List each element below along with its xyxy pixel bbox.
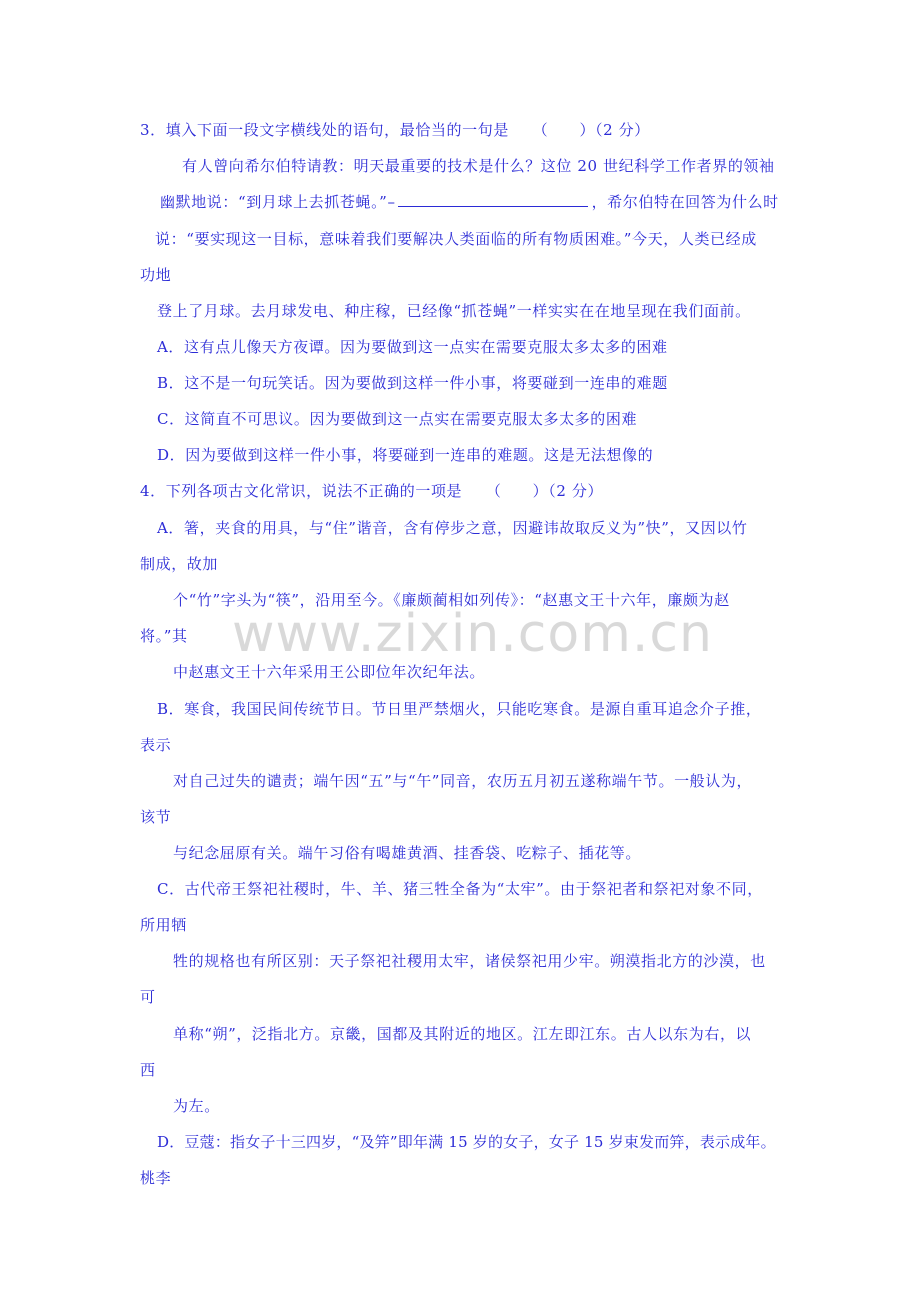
q3-option-a: A．这有点儿像天方夜谭。因为要做到这一点实在需要克服太多太多的困难 (157, 338, 668, 356)
q4-option-c-line-2: 所用牺 (140, 916, 187, 934)
q4-option-c-line-7: 为左。 (173, 1097, 220, 1115)
q4-option-d-line-2: 桃李 (140, 1169, 172, 1187)
q4-option-c-line-3: 牲的规格也有所区别：天子祭祀社稷用太牢，诸侯祭祀用少牢。朔漠指北方的沙漠，也 (173, 952, 766, 970)
q3-answer-blank (398, 192, 588, 207)
watermark: www.zixin.com.cn (232, 604, 713, 664)
q4-option-a-line-2: 制成，故加 (140, 555, 219, 573)
q4-option-d-line-1: D．豆蔻：指女子十三四岁，“及笄”即年满 15 岁的女子，女子 15 岁束发而笄，表示成年。 (157, 1133, 776, 1151)
q4-option-c-line-4: 可 (140, 988, 156, 1006)
q4-option-b-line-4: 该节 (140, 808, 172, 826)
q4-option-b-line-5: 与纪念屈原有关。端午习俗有喝雄黄酒、挂香袋、吃粽子、插花等。 (173, 844, 642, 862)
q4-option-c-line-5: 单称“朔”，泛指北方。京畿，国都及其附近的地区。江左即江东。古人以东为右，以 (173, 1025, 752, 1043)
q4-option-b-line-3: 对自己过失的谴责；端午因“五”与“午”同音，农历五月初五遂称端午节。一般认为， (173, 772, 753, 790)
q3-blank-dash: – (387, 193, 396, 211)
q3-passage-line-1: 有人曾向希尔伯特请教：明天最重要的技术是什么？这位 20 世纪科学工作者界的领袖 (182, 157, 775, 175)
q4-option-a-line-1: A．箸，夹食的用具，与“住”谐音，含有停步之意，因避讳故取反义为”快”，又因以竹 (157, 519, 748, 537)
q4-stem: 4．下列各项古文化常识，说法不正确的一项是 （ ）（2 分） (140, 482, 604, 500)
q4-option-b-line-1: B．寒食，我国民间传统节日。节日里严禁烟火，只能吃寒食。是源自重耳追念介子推， (157, 700, 762, 718)
q4-option-c-line-1: C．古代帝王祭祀社稷时，牛、羊、猪三牲全备为“太牢”。由于祭祀者和祭祀对象不同， (157, 880, 763, 898)
q4-option-a-line-5: 中赵惠文王十六年采用王公即位年次纪年法。 (173, 663, 486, 681)
q3-option-c: C．这简直不可思议。因为要做到这一点实在需要克服太多太多的困难 (157, 410, 638, 428)
q3-passage-line-3: 说：“要实现这一目标，意味着我们要解决人类面临的所有物质困难。”今天，人类已经成 (155, 230, 757, 248)
q3-passage-line-5: 登上了月球。去月球发电、种庄稼，已经像“抓苍蝇”一样实实在在地呈现在我们面前。 (157, 302, 751, 320)
q3-passage-line-2-end: ，希尔伯特在回答为什么时 (591, 193, 779, 211)
q4-option-a-line-4: 将。”其 (140, 627, 188, 645)
q4-option-c-line-6: 西 (140, 1061, 156, 1079)
q4-option-b-line-2: 表示 (140, 736, 172, 754)
q3-option-b: B．这不是一句玩笑话。因为要做到这样一件小事，将要碰到一连串的难题 (157, 374, 668, 392)
q3-option-d: D．因为要做到这样一件小事，将要碰到一连串的难题。这是无法想像的 (157, 446, 654, 464)
q3-passage-line-2 (160, 192, 779, 212)
q3-passage-line-4: 功地 (140, 266, 172, 284)
q3-stem: 3．填入下面一段文字横线处的语句，最恰当的一句是 （ ）（2 分） (140, 121, 650, 139)
q4-option-a-line-3: 个“竹”字头为“筷”，沿用至今。《廉颇蔺相如列传》：“赵惠文王十六年，廉颇为赵 (173, 591, 730, 609)
q3-passage-line-2-start: 幽默地说：“到月球上去抓苍蝇。” (160, 193, 388, 211)
